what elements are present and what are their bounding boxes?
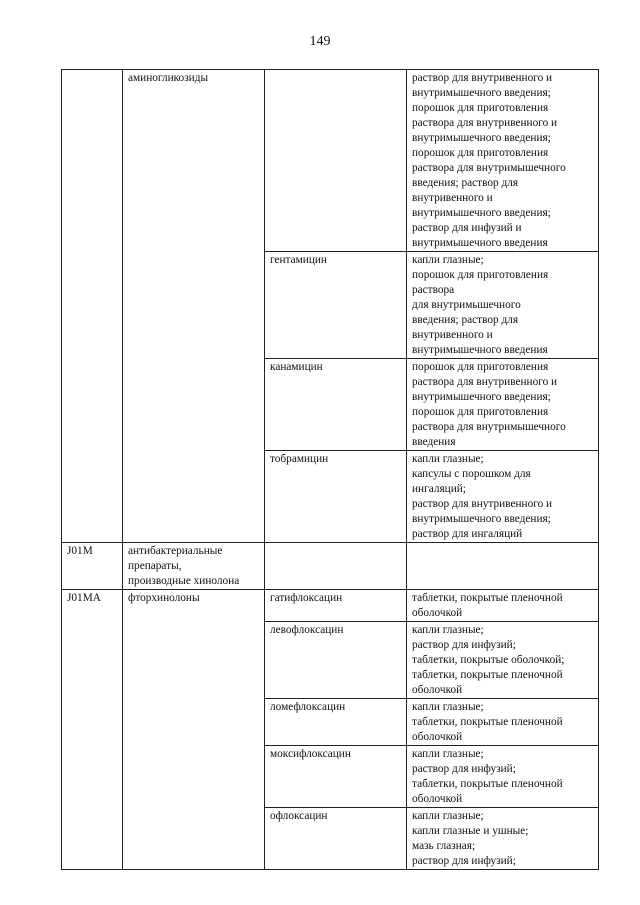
page-number: 149 bbox=[309, 34, 331, 49]
table-row bbox=[62, 746, 599, 808]
dosage-forms: порошок для приготовления раствора для внутривенного и внутримышечного введения; порошок для приготовления раствора для внутримышечного введения bbox=[412, 361, 566, 448]
drug-name: канамицин bbox=[270, 361, 323, 373]
dosage-form-cell bbox=[407, 451, 599, 543]
dosage-forms: раствор для внутривенного и внутримышечного введения; порошок для приготовления раствора для внутривенного и внутримышечного введения; порошок для приготовления раствора для внутримышечного введения; раствор для внутривенного и внутримышечного введения; раствор для инфузий и внутримышечного введения bbox=[412, 72, 566, 249]
dosage-form-cell bbox=[407, 590, 599, 622]
atc-code-cell bbox=[62, 808, 123, 870]
dosage-form-cell bbox=[407, 252, 599, 359]
dosage-forms: капли глазные; капли глазные и ушные; мазь глазная; раствор для инфузий; bbox=[412, 810, 529, 867]
group-cell bbox=[123, 70, 265, 252]
table-row bbox=[62, 252, 599, 359]
dosage-form-cell bbox=[407, 70, 599, 252]
dosage-form-cell bbox=[407, 622, 599, 699]
table-row bbox=[62, 808, 599, 870]
drug-cell bbox=[265, 622, 407, 699]
table-row bbox=[62, 359, 599, 451]
table-row bbox=[62, 543, 599, 590]
group-cell bbox=[123, 808, 265, 870]
drug-cell bbox=[265, 543, 407, 590]
dosage-form-cell bbox=[407, 699, 599, 746]
drug-name: офлоксацин bbox=[270, 810, 328, 822]
group-cell bbox=[123, 622, 265, 699]
dosage-forms: капли глазные; раствор для инфузий; таблетки, покрытые пленочной оболочкой bbox=[412, 748, 563, 805]
drug-cell bbox=[265, 590, 407, 622]
atc-code-cell bbox=[62, 699, 123, 746]
dosage-forms: таблетки, покрытые пленочной оболочкой bbox=[412, 592, 563, 619]
group-name: антибактериальные препараты, производные хинолона bbox=[128, 545, 240, 587]
atc-code-cell bbox=[62, 70, 123, 252]
atc-code-cell bbox=[62, 252, 123, 359]
group-cell bbox=[123, 543, 265, 590]
dosage-forms: капли глазные; капсулы с порошком для ингаляций; раствор для внутривенного и внутримышечного введения; раствор для ингаляций bbox=[412, 453, 553, 540]
group-cell bbox=[123, 590, 265, 622]
drug-cell bbox=[265, 746, 407, 808]
drug-name: тобрамицин bbox=[270, 453, 329, 465]
table-row bbox=[62, 590, 599, 622]
dosage-form-cell bbox=[407, 808, 599, 870]
group-name: аминогликозиды bbox=[128, 72, 209, 84]
drug-cell bbox=[265, 252, 407, 359]
table-row bbox=[62, 451, 599, 543]
dosage-form-cell bbox=[407, 359, 599, 451]
drug-cell bbox=[265, 451, 407, 543]
atc-code: J01M bbox=[67, 545, 93, 557]
drug-name: моксифлоксацин bbox=[270, 748, 351, 760]
dosage-forms: капли глазные; раствор для инфузий; таблетки, покрытые оболочкой; таблетки, покрытые пленочной оболочкой bbox=[412, 624, 565, 696]
drug-name: гатифлоксацин bbox=[270, 592, 343, 604]
drug-cell bbox=[265, 359, 407, 451]
group-cell bbox=[123, 746, 265, 808]
group-cell bbox=[123, 252, 265, 359]
drug-cell bbox=[265, 70, 407, 252]
group-cell bbox=[123, 451, 265, 543]
table-row bbox=[62, 622, 599, 699]
atc-code-cell bbox=[62, 590, 123, 622]
table-row bbox=[62, 699, 599, 746]
atc-code: J01MA bbox=[67, 592, 101, 604]
group-cell bbox=[123, 699, 265, 746]
table-row bbox=[62, 70, 599, 252]
drug-name: левофлоксацин bbox=[270, 624, 344, 636]
dosage-form-cell bbox=[407, 543, 599, 590]
atc-code-cell bbox=[62, 451, 123, 543]
atc-code-cell bbox=[62, 622, 123, 699]
atc-code-cell bbox=[62, 359, 123, 451]
drug-cell bbox=[265, 808, 407, 870]
group-name: фторхинолоны bbox=[128, 592, 200, 604]
drug-cell bbox=[265, 699, 407, 746]
atc-code-cell bbox=[62, 543, 123, 590]
drug-table bbox=[61, 69, 599, 870]
group-cell bbox=[123, 359, 265, 451]
dosage-forms: капли глазные; таблетки, покрытые пленочной оболочкой bbox=[412, 701, 563, 743]
drug-name: гентамицин bbox=[270, 254, 327, 266]
drug-name: ломефлоксацин bbox=[270, 701, 346, 713]
atc-code-cell bbox=[62, 746, 123, 808]
dosage-form-cell bbox=[407, 746, 599, 808]
dosage-forms: капли глазные; порошок для приготовления раствора для внутримышечного введения; раствор для внутривенного и внутримышечного введения bbox=[412, 254, 549, 356]
